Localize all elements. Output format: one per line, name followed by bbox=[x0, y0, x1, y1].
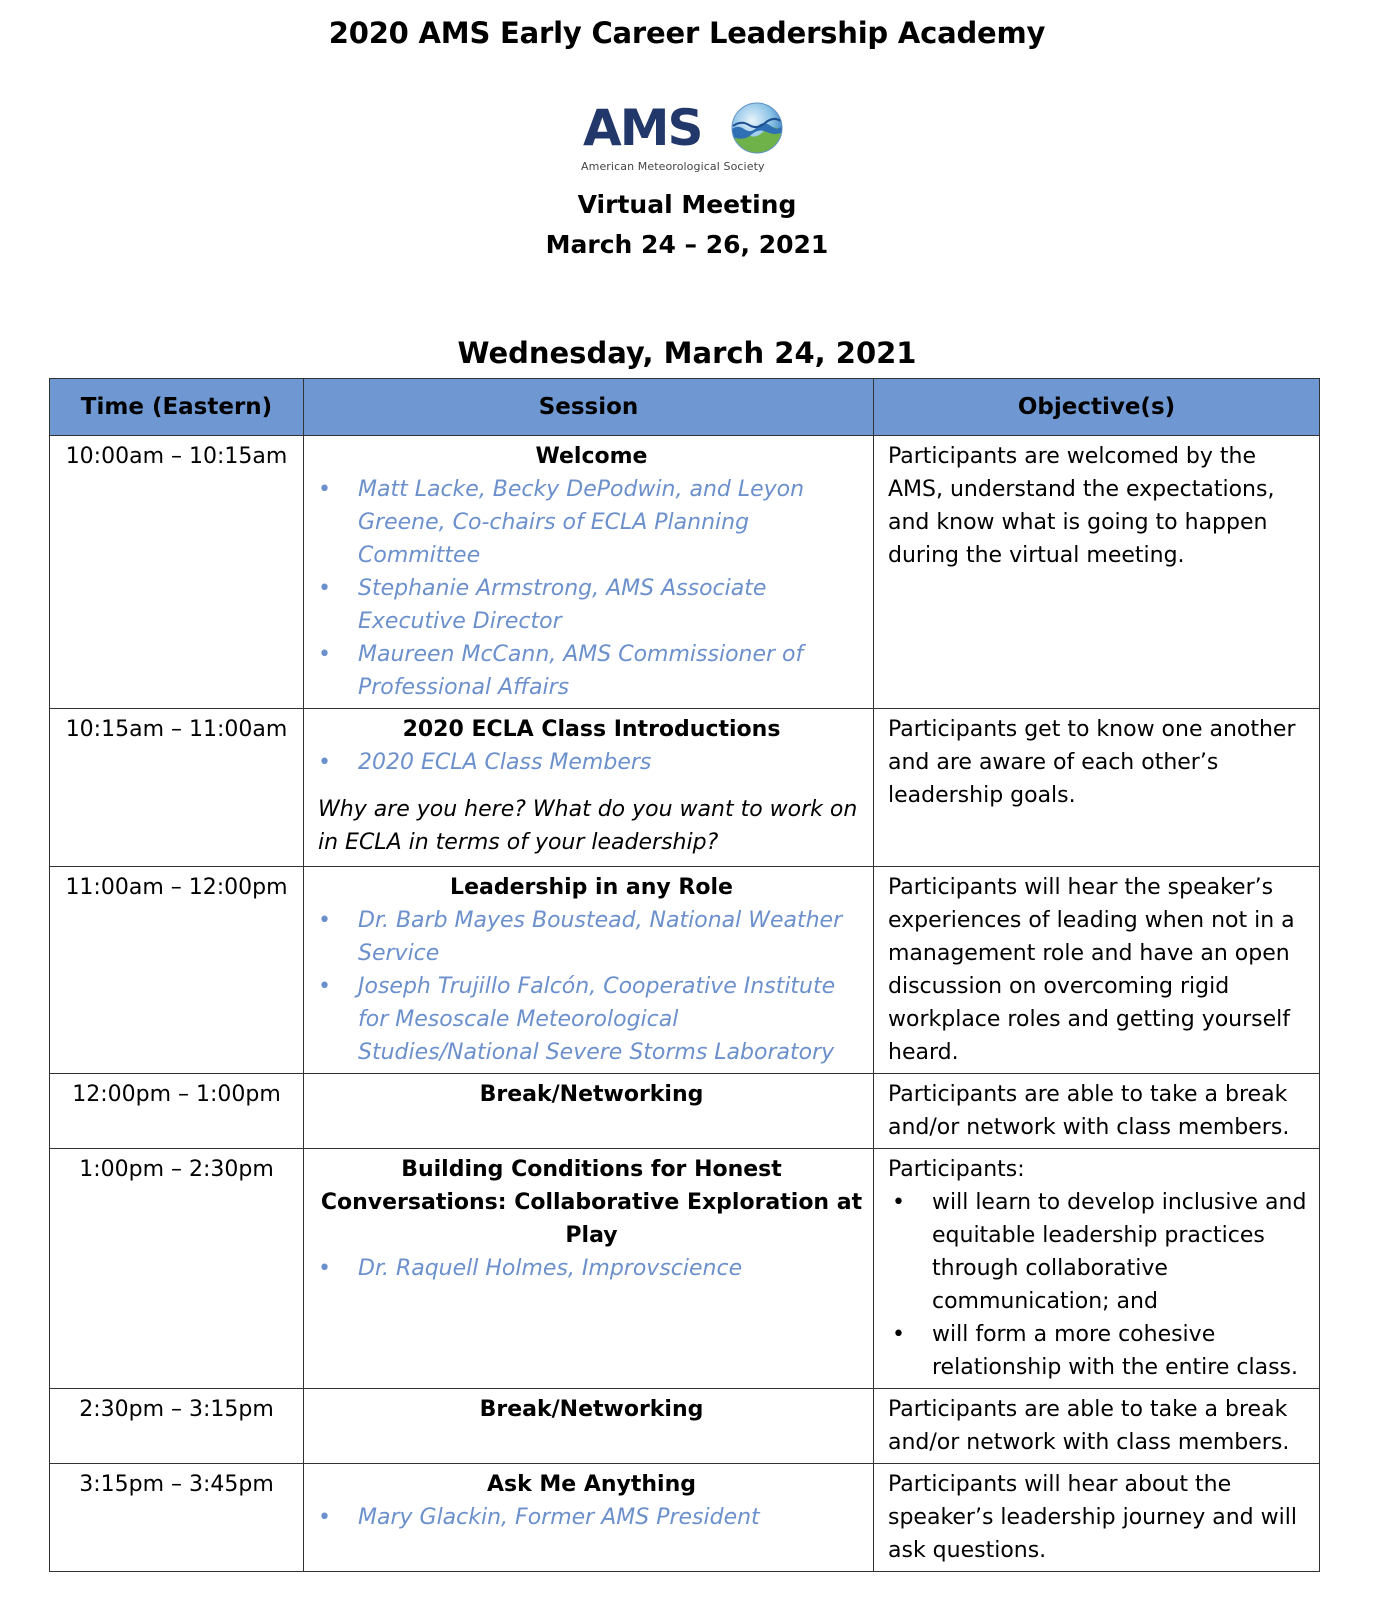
speaker-list bbox=[318, 1252, 865, 1285]
session-cell bbox=[304, 1149, 874, 1389]
table-row bbox=[50, 867, 1320, 1074]
table-row bbox=[50, 436, 1320, 709]
globe-icon bbox=[731, 102, 783, 154]
speaker-item: • 2020 ECLA Class Members bbox=[318, 746, 865, 779]
table-row bbox=[50, 1389, 1320, 1464]
table-row bbox=[50, 1149, 1320, 1389]
objective-cell: Participants will hear about the speaker’s leadership journey and will ask questions. bbox=[874, 1464, 1320, 1572]
speaker-list bbox=[318, 473, 865, 704]
session-cell bbox=[304, 867, 874, 1074]
time-cell: 12:00pm – 1:00pm bbox=[50, 1074, 304, 1149]
session-title: Building Conditions for Honest Conversations: Collaborative Exploration at Play bbox=[320, 1157, 863, 1248]
table-row bbox=[50, 709, 1320, 867]
speaker-item: • Stephanie Armstrong, AMS Associate Executive Director bbox=[318, 572, 865, 638]
speaker-item: • Maureen McCann, AMS Commissioner of Professional Affairs bbox=[318, 638, 865, 704]
speaker-item: • Dr. Barb Mayes Boustead, National Weather Service bbox=[318, 904, 865, 970]
session-title: Break/Networking bbox=[479, 1397, 704, 1422]
meeting-type: Virtual Meeting bbox=[577, 190, 797, 219]
table-row bbox=[50, 1464, 1320, 1572]
speaker-item: • Mary Glackin, Former AMS President bbox=[318, 1501, 865, 1534]
session-title: Welcome bbox=[535, 444, 648, 469]
day-heading: Wednesday, March 24, 2021 bbox=[457, 336, 917, 370]
column-header-time: Time (Eastern) bbox=[50, 379, 304, 436]
ams-logo bbox=[583, 98, 793, 182]
logo-subtitle: American Meteorological Society bbox=[581, 160, 765, 173]
meeting-info bbox=[0, 185, 1374, 265]
meeting-dates: March 24 – 26, 2021 bbox=[545, 230, 829, 259]
table-row bbox=[50, 1074, 1320, 1149]
time-cell: 1:00pm – 2:30pm bbox=[50, 1149, 304, 1389]
objective-cell bbox=[874, 1149, 1320, 1389]
session-cell bbox=[304, 1074, 874, 1149]
session-cell bbox=[304, 1464, 874, 1572]
objective-item: • will learn to develop inclusive and equitable leadership practices through collaborative communication; and bbox=[888, 1186, 1311, 1318]
time-cell: 11:00am – 12:00pm bbox=[50, 867, 304, 1074]
session-cell bbox=[304, 1389, 874, 1464]
objective-intro: Participants: bbox=[888, 1157, 1025, 1182]
objective-cell: Participants are able to take a break and/or network with class members. bbox=[874, 1074, 1320, 1149]
column-header-objective: Objective(s) bbox=[874, 379, 1320, 436]
time-cell: 2:30pm – 3:15pm bbox=[50, 1389, 304, 1464]
document-title: 2020 AMS Early Career Leadership Academy bbox=[328, 16, 1046, 50]
time-cell: 3:15pm – 3:45pm bbox=[50, 1464, 304, 1572]
time-cell: 10:00am – 10:15am bbox=[50, 436, 304, 709]
objective-cell: Participants will hear the speaker’s experiences of leading when not in a management role and have an open discussion on overcoming rigid workplace roles and getting yourself heard. bbox=[874, 867, 1320, 1074]
table-header-row bbox=[50, 379, 1320, 436]
objective-list bbox=[888, 1186, 1311, 1384]
speaker-item: • Joseph Trujillo Falcón, Cooperative Institute for Mesoscale Meteorological Studies/National Severe Storms Laboratory bbox=[318, 970, 865, 1069]
agenda-table bbox=[49, 378, 1320, 1572]
speaker-list bbox=[318, 1501, 865, 1534]
speaker-list bbox=[318, 904, 865, 1069]
objective-cell: Participants get to know one another and are aware of each other’s leadership goals. bbox=[874, 709, 1320, 867]
objective-item: • will form a more cohesive relationship with the entire class. bbox=[888, 1318, 1311, 1384]
session-title: Ask Me Anything bbox=[486, 1472, 697, 1497]
column-header-session: Session bbox=[304, 379, 874, 436]
objective-cell: Participants are welcomed by the AMS, understand the expectations, and know what is going to happen during the virtual meeting. bbox=[874, 436, 1320, 709]
session-question: Why are you here? What do you want to work on in ECLA in terms of your leadership? bbox=[318, 797, 858, 855]
session-title: Leadership in any Role bbox=[450, 875, 733, 900]
speaker-item: • Matt Lacke, Becky DePodwin, and Leyon Greene, Co-chairs of ECLA Planning Committee bbox=[318, 473, 865, 572]
time-cell: 10:15am – 11:00am bbox=[50, 709, 304, 867]
session-cell bbox=[304, 709, 874, 867]
session-cell bbox=[304, 436, 874, 709]
objective-cell: Participants are able to take a break and/or network with class members. bbox=[874, 1389, 1320, 1464]
session-title: Break/Networking bbox=[479, 1082, 704, 1107]
speaker-item: • Dr. Raquell Holmes, Improvscience bbox=[318, 1252, 865, 1285]
logo-wordmark: AMS bbox=[583, 99, 702, 157]
speaker-list bbox=[318, 746, 865, 779]
session-title: 2020 ECLA Class Introductions bbox=[402, 717, 781, 742]
